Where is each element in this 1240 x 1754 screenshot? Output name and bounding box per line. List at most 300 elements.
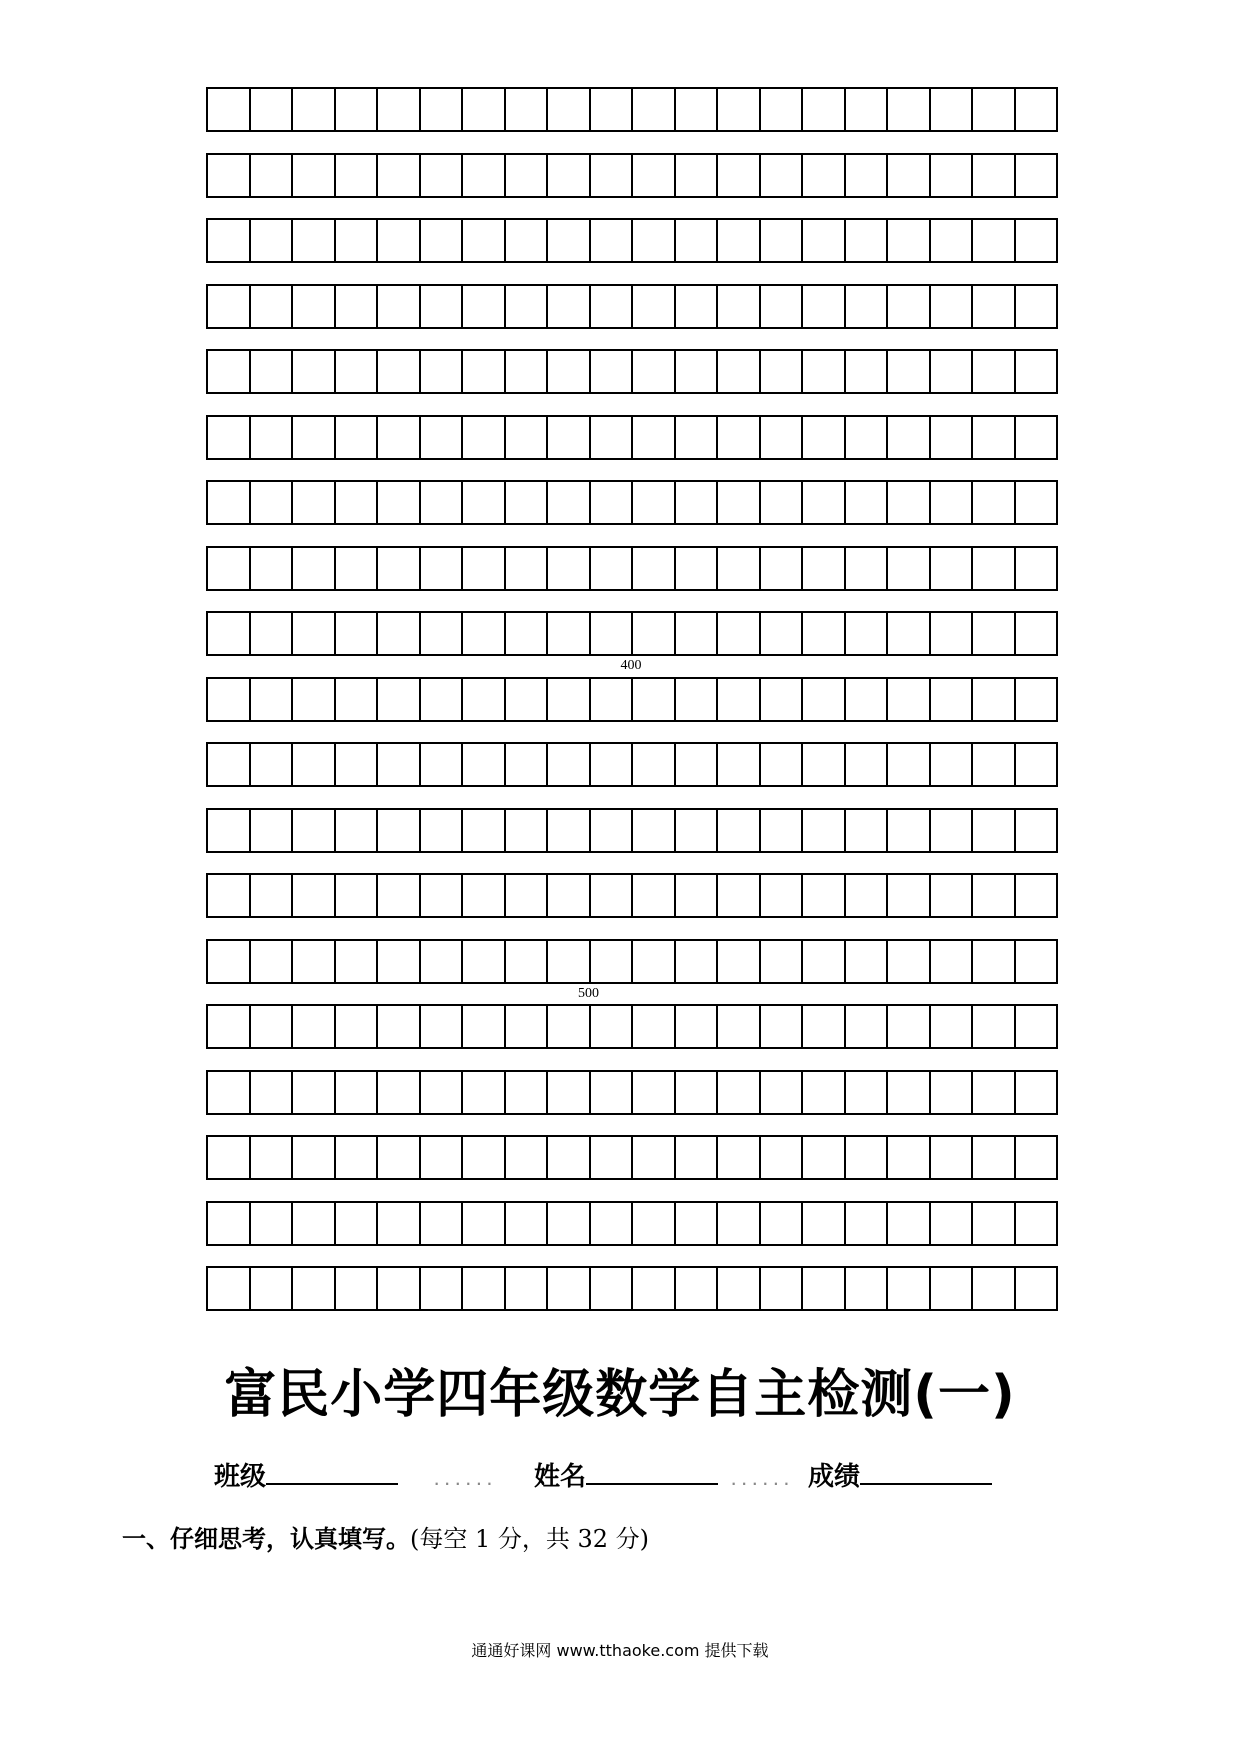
grid-cell[interactable] [846,1137,889,1178]
grid-cell[interactable] [803,941,846,982]
grid-cell[interactable] [676,1072,719,1113]
grid-cell[interactable] [293,351,336,392]
grid-cell[interactable] [931,1203,974,1244]
grid-cell[interactable] [973,1268,1016,1309]
grid-cell[interactable] [676,941,719,982]
grid-cell[interactable] [421,89,464,130]
grid-cell[interactable] [251,744,294,785]
grid-cell[interactable] [1016,744,1059,785]
grid-cell[interactable] [803,351,846,392]
grid-cell[interactable] [633,482,676,523]
grid-cell[interactable] [931,679,974,720]
grid-cell[interactable] [931,482,974,523]
grid-cell[interactable] [761,1268,804,1309]
grid-cell[interactable] [208,1268,251,1309]
grid-cell[interactable] [761,941,804,982]
grid-cell[interactable] [846,417,889,458]
grid-cell[interactable] [548,744,591,785]
grid-cell[interactable] [251,1203,294,1244]
grid-cell[interactable] [506,679,549,720]
grid-cell[interactable] [803,1137,846,1178]
grid-cell[interactable] [846,1006,889,1047]
grid-cell[interactable] [846,548,889,589]
grid-cell[interactable] [633,1203,676,1244]
grid-cell[interactable] [336,875,379,916]
grid-cell[interactable] [888,417,931,458]
grid-cell[interactable] [1016,613,1059,654]
grid-cell[interactable] [676,482,719,523]
grid-cell[interactable] [251,351,294,392]
grid-cell[interactable] [208,417,251,458]
grid-cell[interactable] [718,941,761,982]
grid-cell[interactable] [888,1006,931,1047]
grid-cell[interactable] [1016,548,1059,589]
grid-cell[interactable] [633,220,676,261]
grid-cell[interactable] [761,548,804,589]
grid-cell[interactable] [931,286,974,327]
grid-cell[interactable] [463,679,506,720]
grid-cell[interactable] [591,1006,634,1047]
grid-cell[interactable] [676,548,719,589]
grid-cell[interactable] [421,417,464,458]
grid-cell[interactable] [463,351,506,392]
grid-cell[interactable] [548,417,591,458]
grid-cell[interactable] [251,89,294,130]
grid-cell[interactable] [931,810,974,851]
grid-cell[interactable] [336,1137,379,1178]
grid-cell[interactable] [506,1006,549,1047]
grid-cell[interactable] [336,220,379,261]
grid-cell[interactable] [888,875,931,916]
grid-cell[interactable] [973,1006,1016,1047]
grid-cell[interactable] [591,1137,634,1178]
grid-cell[interactable] [676,351,719,392]
grid-cell[interactable] [633,679,676,720]
grid-cell[interactable] [846,220,889,261]
grid-cell[interactable] [846,941,889,982]
grid-cell[interactable] [336,286,379,327]
grid-cell[interactable] [676,875,719,916]
grid-cell[interactable] [591,351,634,392]
grid-cell[interactable] [718,89,761,130]
grid-cell[interactable] [888,941,931,982]
grid-cell[interactable] [378,417,421,458]
grid-cell[interactable] [378,810,421,851]
grid-cell[interactable] [548,810,591,851]
grid-cell[interactable] [1016,89,1059,130]
grid-cell[interactable] [633,941,676,982]
grid-cell[interactable] [718,1268,761,1309]
grid-cell[interactable] [208,1203,251,1244]
grid-cell[interactable] [463,1006,506,1047]
grid-cell[interactable] [548,1137,591,1178]
grid-cell[interactable] [548,1072,591,1113]
grid-cell[interactable] [336,1006,379,1047]
grid-cell[interactable] [1016,1203,1059,1244]
grid-cell[interactable] [888,810,931,851]
grid-cell[interactable] [973,875,1016,916]
grid-cell[interactable] [421,482,464,523]
grid-cell[interactable] [803,89,846,130]
grid-cell[interactable] [548,351,591,392]
grid-cell[interactable] [633,286,676,327]
grid-cell[interactable] [633,548,676,589]
grid-cell[interactable] [251,286,294,327]
grid-cell[interactable] [718,744,761,785]
grid-cell[interactable] [421,744,464,785]
grid-cell[interactable] [293,417,336,458]
grid-cell[interactable] [591,417,634,458]
grid-cell[interactable] [1016,1006,1059,1047]
grid-cell[interactable] [378,744,421,785]
grid-cell[interactable] [676,1203,719,1244]
grid-cell[interactable] [378,875,421,916]
grid-cell[interactable] [378,89,421,130]
grid-cell[interactable] [761,1203,804,1244]
grid-cell[interactable] [1016,875,1059,916]
grid-cell[interactable] [378,351,421,392]
grid-cell[interactable] [293,482,336,523]
grid-cell[interactable] [888,679,931,720]
grid-cell[interactable] [676,1006,719,1047]
grid-cell[interactable] [1016,1072,1059,1113]
grid-cell[interactable] [293,941,336,982]
grid-cell[interactable] [463,417,506,458]
grid-cell[interactable] [761,155,804,196]
grid-cell[interactable] [591,1072,634,1113]
grid-cell[interactable] [633,155,676,196]
grid-cell[interactable] [463,89,506,130]
grid-cell[interactable] [1016,482,1059,523]
grid-cell[interactable] [718,155,761,196]
grid-cell[interactable] [888,1203,931,1244]
grid-cell[interactable] [378,482,421,523]
grid-cell[interactable] [591,548,634,589]
grid-cell[interactable] [718,875,761,916]
grid-cell[interactable] [293,810,336,851]
grid-cell[interactable] [888,286,931,327]
grid-cell[interactable] [208,482,251,523]
grid-cell[interactable] [463,155,506,196]
grid-cell[interactable] [803,548,846,589]
grid-cell[interactable] [973,1137,1016,1178]
grid-cell[interactable] [506,1203,549,1244]
grid-cell[interactable] [421,548,464,589]
grid-cell[interactable] [378,286,421,327]
grid-cell[interactable] [506,875,549,916]
grid-cell[interactable] [718,482,761,523]
grid-cell[interactable] [803,875,846,916]
grid-cell[interactable] [293,875,336,916]
grid-cell[interactable] [973,417,1016,458]
grid-cell[interactable] [378,613,421,654]
grid-cell[interactable] [676,155,719,196]
grid-cell[interactable] [336,482,379,523]
grid-cell[interactable] [718,417,761,458]
grid-cell[interactable] [1016,810,1059,851]
grid-cell[interactable] [591,89,634,130]
grid-cell[interactable] [378,1137,421,1178]
grid-cell[interactable] [251,417,294,458]
grid-cell[interactable] [591,1268,634,1309]
grid-cell[interactable] [973,286,1016,327]
grid-cell[interactable] [931,220,974,261]
grid-cell[interactable] [931,89,974,130]
grid-cell[interactable] [676,220,719,261]
grid-cell[interactable] [548,155,591,196]
grid-cell[interactable] [633,1072,676,1113]
grid-cell[interactable] [251,155,294,196]
grid-cell[interactable] [208,89,251,130]
grid-cell[interactable] [888,613,931,654]
grid-cell[interactable] [336,1203,379,1244]
grid-cell[interactable] [293,679,336,720]
grid-cell[interactable] [761,1137,804,1178]
grid-cell[interactable] [761,220,804,261]
grid-cell[interactable] [591,679,634,720]
grid-cell[interactable] [1016,286,1059,327]
grid-cell[interactable] [208,613,251,654]
grid-cell[interactable] [846,1268,889,1309]
grid-cell[interactable] [548,875,591,916]
grid-cell[interactable] [251,1137,294,1178]
grid-cell[interactable] [293,155,336,196]
grid-cell[interactable] [251,875,294,916]
grid-cell[interactable] [846,875,889,916]
grid-cell[interactable] [633,417,676,458]
grid-cell[interactable] [548,1203,591,1244]
grid-cell[interactable] [336,744,379,785]
grid-cell[interactable] [633,351,676,392]
grid-cell[interactable] [208,155,251,196]
grid-cell[interactable] [208,351,251,392]
grid-cell[interactable] [208,679,251,720]
grid-cell[interactable] [251,1006,294,1047]
grid-cell[interactable] [846,155,889,196]
grid-cell[interactable] [378,548,421,589]
grid-cell[interactable] [1016,220,1059,261]
grid-cell[interactable] [591,810,634,851]
grid-cell[interactable] [633,1268,676,1309]
grid-cell[interactable] [336,89,379,130]
grid-cell[interactable] [888,744,931,785]
grid-cell[interactable] [208,548,251,589]
grid-cell[interactable] [293,220,336,261]
grid-cell[interactable] [208,286,251,327]
grid-cell[interactable] [846,810,889,851]
grid-cell[interactable] [888,155,931,196]
grid-cell[interactable] [973,548,1016,589]
grid-cell[interactable] [336,548,379,589]
grid-cell[interactable] [506,89,549,130]
grid-cell[interactable] [421,286,464,327]
grid-cell[interactable] [846,89,889,130]
grid-cell[interactable] [378,155,421,196]
grid-cell[interactable] [506,744,549,785]
grid-cell[interactable] [251,482,294,523]
grid-cell[interactable] [548,548,591,589]
grid-cell[interactable] [548,286,591,327]
grid-cell[interactable] [506,482,549,523]
grid-cell[interactable] [208,220,251,261]
grid-cell[interactable] [846,286,889,327]
grid-cell[interactable] [378,1072,421,1113]
grid-cell[interactable] [676,613,719,654]
grid-cell[interactable] [421,810,464,851]
grid-cell[interactable] [761,810,804,851]
grid-cell[interactable] [1016,351,1059,392]
grid-cell[interactable] [1016,417,1059,458]
grid-cell[interactable] [1016,941,1059,982]
grid-cell[interactable] [506,941,549,982]
grid-cell[interactable] [208,1006,251,1047]
grid-cell[interactable] [506,220,549,261]
grid-cell[interactable] [973,744,1016,785]
grid-cell[interactable] [761,286,804,327]
grid-cell[interactable] [336,155,379,196]
grid-cell[interactable] [803,1072,846,1113]
grid-cell[interactable] [251,548,294,589]
grid-cell[interactable] [931,744,974,785]
grid-cell[interactable] [463,744,506,785]
grid-cell[interactable] [803,220,846,261]
grid-cell[interactable] [463,1268,506,1309]
grid-cell[interactable] [931,1072,974,1113]
grid-cell[interactable] [293,1137,336,1178]
grid-cell[interactable] [718,548,761,589]
grid-cell[interactable] [676,744,719,785]
grid-cell[interactable] [761,482,804,523]
grid-cell[interactable] [676,286,719,327]
grid-cell[interactable] [506,613,549,654]
grid-cell[interactable] [548,941,591,982]
grid-cell[interactable] [803,482,846,523]
grid-cell[interactable] [591,155,634,196]
grid-cell[interactable] [378,941,421,982]
grid-cell[interactable] [591,1203,634,1244]
grid-cell[interactable] [931,548,974,589]
grid-cell[interactable] [718,1203,761,1244]
grid-cell[interactable] [208,875,251,916]
grid-cell[interactable] [506,548,549,589]
grid-cell[interactable] [973,155,1016,196]
grid-cell[interactable] [633,810,676,851]
grid-cell[interactable] [421,875,464,916]
grid-cell[interactable] [506,1137,549,1178]
grid-cell[interactable] [846,351,889,392]
grid-cell[interactable] [931,941,974,982]
grid-cell[interactable] [378,679,421,720]
grid-cell[interactable] [761,351,804,392]
grid-cell[interactable] [208,810,251,851]
grid-cell[interactable] [761,1006,804,1047]
grid-cell[interactable] [803,1268,846,1309]
grid-cell[interactable] [336,613,379,654]
grid-cell[interactable] [506,351,549,392]
name-input-line[interactable] [586,1457,718,1485]
grid-cell[interactable] [888,1268,931,1309]
grid-cell[interactable] [676,89,719,130]
grid-cell[interactable] [208,1137,251,1178]
grid-cell[interactable] [846,1203,889,1244]
grid-cell[interactable] [761,679,804,720]
grid-cell[interactable] [718,1006,761,1047]
grid-cell[interactable] [718,1072,761,1113]
grid-cell[interactable] [293,548,336,589]
grid-cell[interactable] [931,1137,974,1178]
grid-cell[interactable] [208,941,251,982]
grid-cell[interactable] [676,1137,719,1178]
grid-cell[interactable] [718,613,761,654]
grid-cell[interactable] [1016,679,1059,720]
grid-cell[interactable] [506,155,549,196]
grid-cell[interactable] [336,1072,379,1113]
grid-cell[interactable] [803,1006,846,1047]
grid-cell[interactable] [888,1137,931,1178]
grid-cell[interactable] [888,548,931,589]
grid-cell[interactable] [761,613,804,654]
grid-cell[interactable] [803,286,846,327]
grid-cell[interactable] [421,1137,464,1178]
grid-cell[interactable] [973,613,1016,654]
grid-cell[interactable] [591,482,634,523]
grid-cell[interactable] [293,1006,336,1047]
grid-cell[interactable] [251,220,294,261]
grid-cell[interactable] [251,1268,294,1309]
grid-cell[interactable] [463,548,506,589]
grid-cell[interactable] [463,613,506,654]
grid-cell[interactable] [548,679,591,720]
grid-cell[interactable] [931,155,974,196]
grid-cell[interactable] [718,220,761,261]
grid-cell[interactable] [973,351,1016,392]
grid-cell[interactable] [676,810,719,851]
grid-cell[interactable] [761,875,804,916]
grid-cell[interactable] [506,1268,549,1309]
grid-cell[interactable] [421,1072,464,1113]
grid-cell[interactable] [718,810,761,851]
grid-cell[interactable] [548,1268,591,1309]
grid-cell[interactable] [803,744,846,785]
grid-cell[interactable] [463,1072,506,1113]
grid-cell[interactable] [251,613,294,654]
grid-cell[interactable] [421,613,464,654]
grid-cell[interactable] [208,1072,251,1113]
grid-cell[interactable] [421,1203,464,1244]
grid-cell[interactable] [293,744,336,785]
grid-cell[interactable] [931,1268,974,1309]
grid-cell[interactable] [506,417,549,458]
grid-cell[interactable] [676,679,719,720]
grid-cell[interactable] [846,744,889,785]
grid-cell[interactable] [888,89,931,130]
grid-cell[interactable] [548,613,591,654]
grid-cell[interactable] [676,417,719,458]
grid-cell[interactable] [931,613,974,654]
grid-cell[interactable] [293,613,336,654]
grid-cell[interactable] [633,875,676,916]
grid-cell[interactable] [803,1203,846,1244]
grid-cell[interactable] [973,679,1016,720]
class-input-line[interactable] [266,1457,398,1485]
grid-cell[interactable] [463,286,506,327]
grid-cell[interactable] [463,220,506,261]
grid-cell[interactable] [463,1203,506,1244]
grid-cell[interactable] [973,1203,1016,1244]
grid-cell[interactable] [846,1072,889,1113]
grid-cell[interactable] [421,1268,464,1309]
grid-cell[interactable] [378,1006,421,1047]
